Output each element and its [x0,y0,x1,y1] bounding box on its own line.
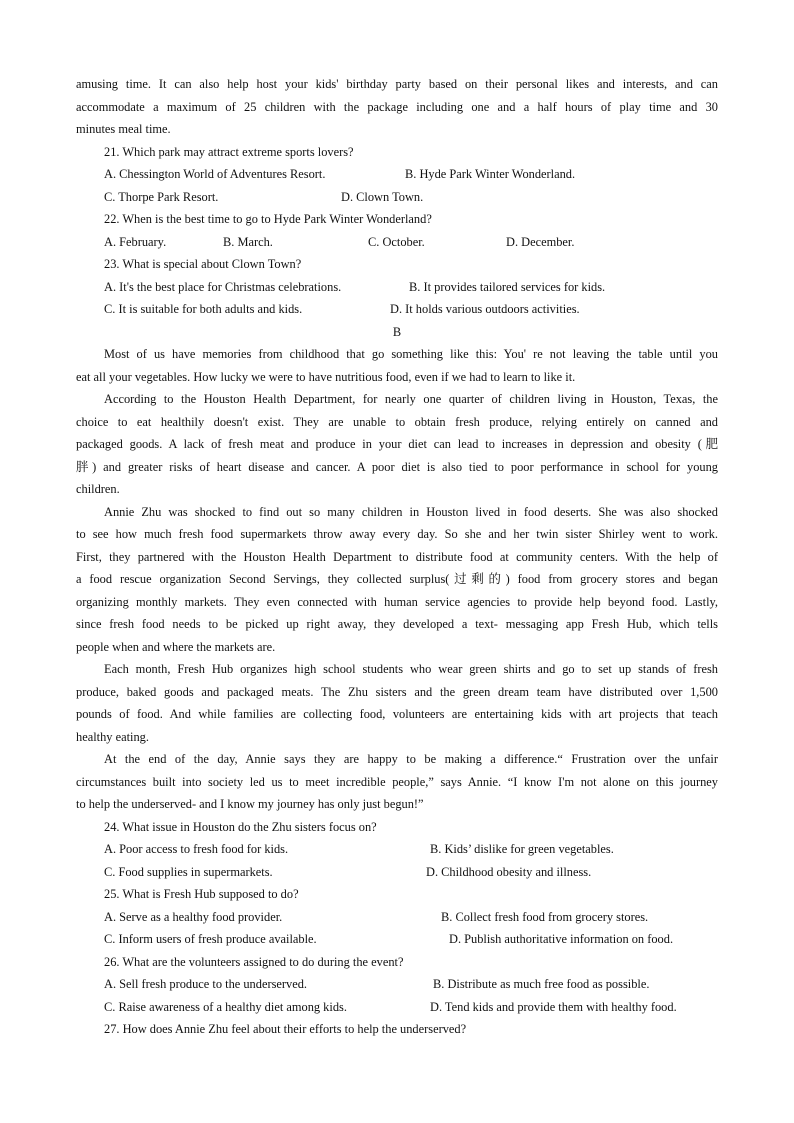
option-b: B. Distribute as much free food as possible. [433,977,650,991]
question-22 [76,208,718,253]
paragraph-line: amusing time. It can also help host your kids' birthday party based on their personal likes and interests, and can [76,77,718,91]
option-d: D. Clown Town. [341,189,424,204]
option-row [76,298,718,321]
question-stem: 24. What issue in Houston do the Zhu sisters focus on? [104,819,377,834]
option-d: D. Publish authoritative information on food. [449,932,674,946]
paragraph-4 [76,658,718,748]
option-a: A. Serve as a healthy food provider. [104,909,283,924]
question-stem: 27. How does Annie Zhu feel about their efforts to help the underserved? [104,1022,467,1036]
option-row [76,928,718,951]
option-a: A. Poor access to fresh food for kids. [104,842,289,856]
paragraph-line: According to the Houston Health Department, for nearly one quarter of children living in Houston, Texas, the [104,392,718,406]
paragraph-line: produce, baked goods and packaged meats. The Zhu sisters and the green dream team have distributed over 1,500 [76,684,718,699]
paragraph-line: a food rescue organization Second Servings, they collected surplus(过剩的) food from grocery stores and began [76,572,718,586]
option-row [76,861,718,884]
option-c: C. October. [368,234,425,249]
question-27 [76,1018,718,1041]
paragraph-line: organizing monthly markets. They even connected with human service agencies to provide help beyond food. Lastly, [76,594,718,609]
paragraph-line: to see how much fresh food supermarkets throw away every day. So she and her twin sister Shirley went to work. [76,527,718,541]
paragraph-line: choice to eat healthily doesn't exist. They are unable to obtain fresh produce, relying entirely on canned and [76,414,718,429]
option-c: C. Food supplies in supermarkets. [104,864,273,879]
option-row [76,163,718,186]
paragraph-line: packaged goods. A lack of fresh meat and produce in your diet can lead to increases in depression and obesity (肥 [76,437,718,451]
option-row [76,276,718,299]
question-stem: 25. What is Fresh Hub supposed to do? [104,887,299,901]
passage-b [76,343,718,816]
option-row [76,996,718,1019]
question-stem: 22. When is the best time to go to Hyde Park Winter Wonderland? [104,212,432,226]
paragraph-line: At the end of the day, Annie says they are happy to be making a difference.“ Frustration over the unfair [104,752,718,766]
option-row [76,906,718,929]
question-stem: 21. Which park may attract extreme sports lovers? [104,144,354,159]
question-24 [76,816,718,884]
option-c: C. Inform users of fresh produce available. [104,932,317,946]
option-a: A. Chessington World of Adventures Resort. [104,167,326,181]
option-row [76,838,718,861]
paragraph-line: to help the underserved- and I know my journey has only just begun!” [76,797,424,811]
paragraph-line: children. [76,482,120,496]
paragraph-line: circumstances built into society led us to meet incredible people,” says Annie. “I know I'm not alone on this journey [76,774,718,789]
option-b: B. Collect fresh food from grocery stores. [441,909,649,924]
option-a: A. It's the best place for Christmas celebrations. [104,279,342,294]
paragraph-line: accommodate a maximum of 25 children with the package including one and a half hours of play time and 30 [76,99,718,114]
option-b: B. March. [223,234,273,249]
option-a: A. Sell fresh produce to the underserved. [104,977,308,991]
option-a: A. February. [104,234,167,249]
question-26 [76,951,718,1019]
paragraph-line: First, they partnered with the Houston Health Department to distribute food at community centers. With the help of [76,549,718,564]
section-heading: B [392,324,402,339]
paragraph-line: healthy eating. [76,729,149,744]
paragraph-line: eat all your vegetables. How lucky we were to have nutritious food, even if we had to learn to like it. [76,369,576,384]
option-d: D. It holds various outdoors activities. [390,302,580,316]
paragraph-line: pounds of food. And while families are collecting food, volunteers are entertaining kids with art projects that teach [76,707,718,721]
paragraph-line: minutes meal time. [76,122,171,136]
paragraph-3 [76,501,718,659]
option-c: C. It is suitable for both adults and kids. [104,302,303,316]
option-d: D. Tend kids and provide them with healthy food. [430,999,677,1014]
paragraph-line: since fresh food needs to be picked up right away, they developed a text- messaging app Fresh Hub, which tells [76,617,718,631]
question-stem: 23. What is special about Clown Town? [104,257,302,271]
document-page [76,73,718,1041]
question-21 [76,141,718,209]
paragraph-line: Annie Zhu was shocked to find out so many children in Houston lived in food deserts. She was also shocked [104,504,718,519]
passage-a-tail [76,73,718,141]
option-d: D. Childhood obesity and illness. [426,864,592,879]
paragraph-line: Each month, Fresh Hub organizes high school students who wear green shirts and go to set up stands of fresh [104,662,718,676]
option-b: B. Kids’ dislike for green vegetables. [430,842,614,856]
question-23 [76,253,718,321]
paragraph-line: people when and where the markets are. [76,639,276,654]
option-d: D. December. [506,234,575,249]
option-b: B. It provides tailored services for kids. [409,279,606,294]
paragraph-line: 胖) and greater risks of heart disease and cancer. A poor diet is also tied to poor performance in school for young [76,459,718,474]
option-c: C. Raise awareness of a healthy diet among kids. [104,999,347,1014]
paragraph-line: Most of us have memories from childhood that go something like this: You' re not leaving the table until you [104,347,718,361]
paragraph-5 [76,748,718,816]
paragraph-2 [76,388,718,501]
option-c: C. Thorpe Park Resort. [104,189,219,204]
option-row [76,973,718,996]
question-stem: 26. What are the volunteers assigned to do during the event? [104,954,404,969]
option-row [76,231,718,254]
paragraph-1 [76,343,718,388]
option-row [76,186,718,209]
question-25 [76,883,718,951]
option-b: B. Hyde Park Winter Wonderland. [405,167,576,181]
